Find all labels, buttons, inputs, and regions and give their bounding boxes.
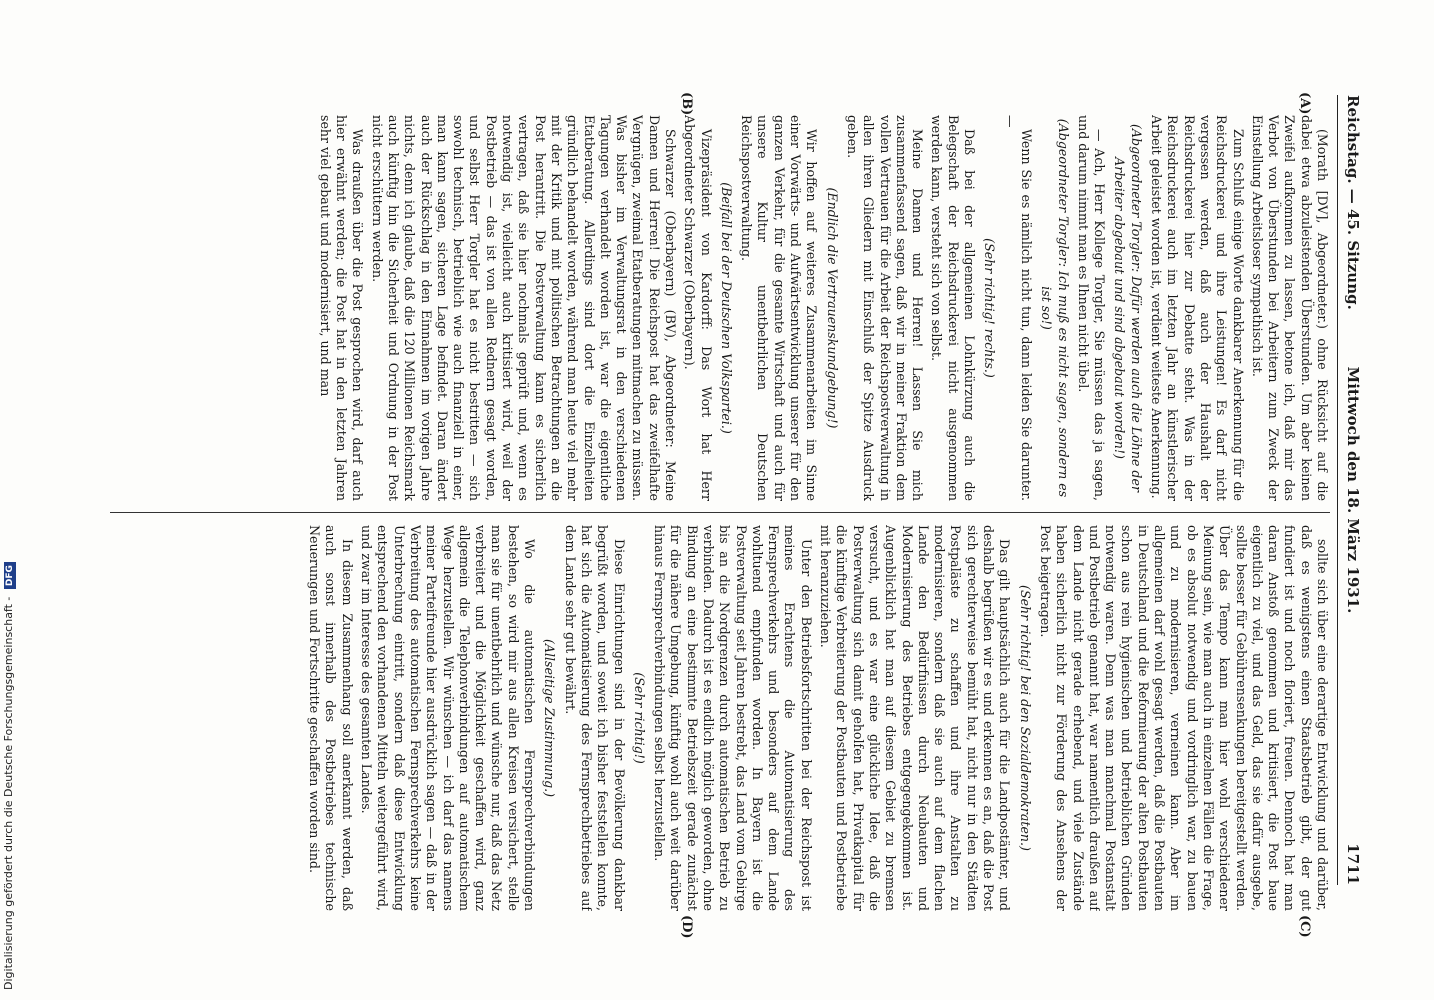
interjection: (Endlich die Vertrauenskundgebung!) bbox=[824, 187, 840, 429]
paragraph: Vizepräsident von Kardorff: Das Wort hat Herr Abgeordneter Schwarzer (Oberbayern). bbox=[682, 115, 714, 501]
paragraph: Schwarzer (Oberbayern) (BV), Abgeordneter: Meine Damen und Herren! Die Reichspost hat das zweifelhafte Vergnügen, zweimal Etatberatungen mitmachen zu müssen. Was bisher im Verwaltungsrat in den verschiedenen Tagungen verhandelt worden ist, war die eigentliche Etatberatung. Allerdings sind dort die Einzelheiten gründlich behandelt worden, während man heute viel mehr mit der Kritik und mit politischen Betrachtungen an die Post herantritt. Die Postverwaltung kann es sicherlich vertragen, daß sie hier nochmals geprüft und, wenn es notwendig ist, vielleicht auch kritisiert wird, weil der Postbetrieb — das ist von allen Rednern gesagt worden, und selbst Herr Torgler hat es nicht bestritten — sich sowohl technisch, betrieblich wie auch finanziell in einer, man kann sagen, sicheren Lage befindet. Daran ändert auch der Rückschlag in den Einnahmen im vorigen Jahre nichts, denn ich glaube, daß die 120 Millionen Reichsmark auch künftig hin die Sicherheit und Ordnung in der Post nicht erschüttern werden. bbox=[369, 115, 679, 501]
paragraph: Zum Schluß einige Worte dankbarer Anerkennung für die Reichsdruckerei und ihre Leistungen! Es darf nicht vergessen werden, daß auch der Haushalt der Reichsdruckerei hier zur Debatte steht. Was in der Reichsdruckerei auch im letzten Jahr an künstlerischer Arbeit geleistet worden ist, verdient weiteste Anerkennung. bbox=[1149, 115, 1246, 501]
text-column-left bbox=[110, 115, 1330, 501]
column-divider bbox=[110, 512, 1330, 513]
paragraph: In diesem Zusammenhang soll anerkannt werden, daß auch sonst innerhalb des Postbetriebes technische Neuerungen und Fortschritte geschaffen worden sind. bbox=[307, 525, 355, 911]
paragraph: (Morath [DV], Abgeordneter.) ohne Rücksicht auf die dabei etwa abzuleistenden Überstunden. Um aber keinen Zweifel aufkommen zu lassen, betone ich, daß mir das Verbot von Überstunden bei Arbeitern zum Zweck der Einstellung Arbeitsloser sympathisch ist. bbox=[1249, 115, 1330, 501]
footer-text: Digitalisierung gefördert durch die Deutsche Forschungsgemeinschaft - bbox=[2, 596, 15, 990]
paragraph: Diese Einrichtungen sind in der Bevölkerung dankbar begrüßt worden, und soweit ich bisher feststellen konnte, hat sich die Automatisierung des Fernsprechbetriebes auf dem Lande sehr gut bewährt. bbox=[562, 525, 627, 911]
margin-marker-a: (A) bbox=[1297, 92, 1312, 115]
page-number: 1711 bbox=[1344, 843, 1362, 885]
margin-marker-d: (D) bbox=[679, 915, 694, 939]
header-date: Mittwoch den 18. März 1931. bbox=[1344, 366, 1362, 614]
paragraph: Wo die automatischen Fernsprechverbindungen bestehen, so wird mir aus allen Kreisen versichert, stelle man sie für unentbehrlich und wünsche nur, daß das Netz verbreitert und die Möglichkeit geschaffen wird, ganz allgemein die Telephonverbindungen auf automatischem Wege herzustellen. Wir wünschen — ich darf das namens meiner Parteifreunde hier ausdrücklich sagen — daß in der Verbreitung des automatischen Fernsprechverkehrs keine Unterbrechung eintritt, sondern daß diese Entwicklung entsprechend den vorhandenen Mitteln weitergeführt wird, und zwar im Interesse des gesamten Landes. bbox=[359, 525, 538, 911]
paragraph: Wir hoffen auf weiteres Zusammenarbeiten im Sinne einer Vorwärts- und Aufwärtsentwicklung unserer für den ganzen Verkehr, für die gesamte Wirtschaft und auch für unsere Kultur unentbehrlichen Deutschen Reichspostverwaltung. bbox=[739, 115, 820, 501]
header-session: Reichstag. — 45. Sitzung. bbox=[1344, 95, 1362, 310]
paragraph: Meine Damen und Herren! Lassen Sie mich zusammenfassend sagen, daß wir in meiner Fraktion dem vollen Vertrauen für die Arbeit der Reichspostverwaltung in allen ihren Gliedern mit Einschluß der Spitze Ausdruck geben. bbox=[844, 115, 926, 501]
interjection: (Beifall bei der Deutschen Volkspartei.) bbox=[718, 182, 734, 434]
running-header bbox=[1337, 95, 1364, 885]
paragraph: — Ach, Herr Kollege Torgler, Sie müssen das ja sagen, und darum nimmt man es Ihnen nicht übel. bbox=[1075, 115, 1108, 501]
interjection: (Sehr richtig! rechts.) bbox=[982, 238, 998, 378]
paragraph: Wenn Sie es nämlich nicht tun, dann leiden Sie darunter. — bbox=[1002, 115, 1034, 501]
paragraph: sollte sich über eine derartige Entwicklung und darüber, daß es wenigstens einen Staatsbetrieb gibt, der gut fundiert ist und noch floriert, freuen. Dennoch hat man daran Anstoß genommen und kritisiert, die Post baue eigentlich zu viel, und das Geld, das sie dafür ausgebe, sollte besser für Gebührensenkungen bereitgestellt werden. Über das Tempo kann man hier wohl verschiedener Meinung sein, wie man auch in einzelnen Fällen die Frage, ob es absolut notwendig und vordringlich war, zu bauen und zu modernisieren, verneinen kann. Aber im allgemeinen darf wohl gesagt werden, daß die Postbauten in Deutschland und die Reformierung der alten Postbauten schon aus rein hygienischen und betrieblichen Gründen notwendig waren. Denn was man manchmal Postanstalt und Postbetrieb genannt hat, war namentlich draußen auf dem Lande nicht gerade erhebend, und viele Zustände haben sicherlich nicht zur Förderung des Ansehens der Post beigetragen. bbox=[1037, 525, 1330, 911]
interjection: (Abgeordneter Torgler: Ich muß es nicht sagen, sondern es ist so!) bbox=[1039, 118, 1071, 498]
digitization-footer bbox=[0, 0, 22, 996]
interjection: (Sehr richtig! bei den Sozialdemokraten.) bbox=[1017, 585, 1033, 851]
text-column-right bbox=[110, 525, 1330, 911]
margin-marker-b: (B) bbox=[679, 92, 694, 116]
dfg-logo: DFG bbox=[4, 562, 16, 589]
interjection: (Abgeordneter Torgler: Dafür werden auch die Löhne der Arbeiter abgebaut und sind abgebaut worden!) bbox=[1112, 124, 1144, 492]
paragraph: Unter den Betriebsfortschritten bei der Reichspost ist meines Erachtens die Automatisierung des Fernsprechverkehrs und besonders auf dem Lande wohltuend empfunden worden. In Bayern ist die Postverwaltung seit Jahren bestrebt, das Land vom Gebirge bis an die Nordgrenzen durch automatischen Betrieb zu verbinden. Dadurch ist es endlich möglich geworden, ohne Bindung an eine bestimmte Betriebszeit gerade zunächst für die nähere Umgebung, künftig wohl auch weit darüber hinaus Fernsprechverbindungen selbst herzustellen. bbox=[652, 525, 814, 911]
margin-marker-c: (C) bbox=[1297, 915, 1312, 938]
paragraph: Daß bei der allgemeinen Lohnkürzung auch die Belegschaft der Reichsdruckerei nicht ausgenommen werden kann, versteht sich von selbst. bbox=[929, 115, 978, 501]
paragraph: Was draußen über die Post gesprochen wird, darf auch hier erwähnt werden; die Post hat in den letzten Jahren sehr viel gebaut und modernisiert, und man bbox=[317, 115, 366, 501]
paragraph: Das gilt hauptsächlich auch für die Landpostämter, und deshalb begrüßen wir es und erkennen es an, daß die Post sich gerechterweise bemüht hat, nicht nur in den Städten Postpaläste zu schaffen und ihre Anstalten zu modernisieren, sondern daß sie auch auf dem flachen Lande den Bedürfnissen durch Neubauten und Modernisierung des Betriebes entgegengekommen ist. Augenblicklich hat man auf diesem Gebiet zu bremsen versucht, und es war eine glückliche Idee, daß die Postverwaltung sich damit geholfen hat, Privatkapital für die künftige Verbreiterung der Postbauten und Postbetriebe mit heranzuziehen. bbox=[818, 525, 1013, 911]
interjection: (Sehr richtig!) bbox=[631, 672, 647, 764]
interjection: (Allseitige Zustimmung.) bbox=[542, 638, 558, 798]
